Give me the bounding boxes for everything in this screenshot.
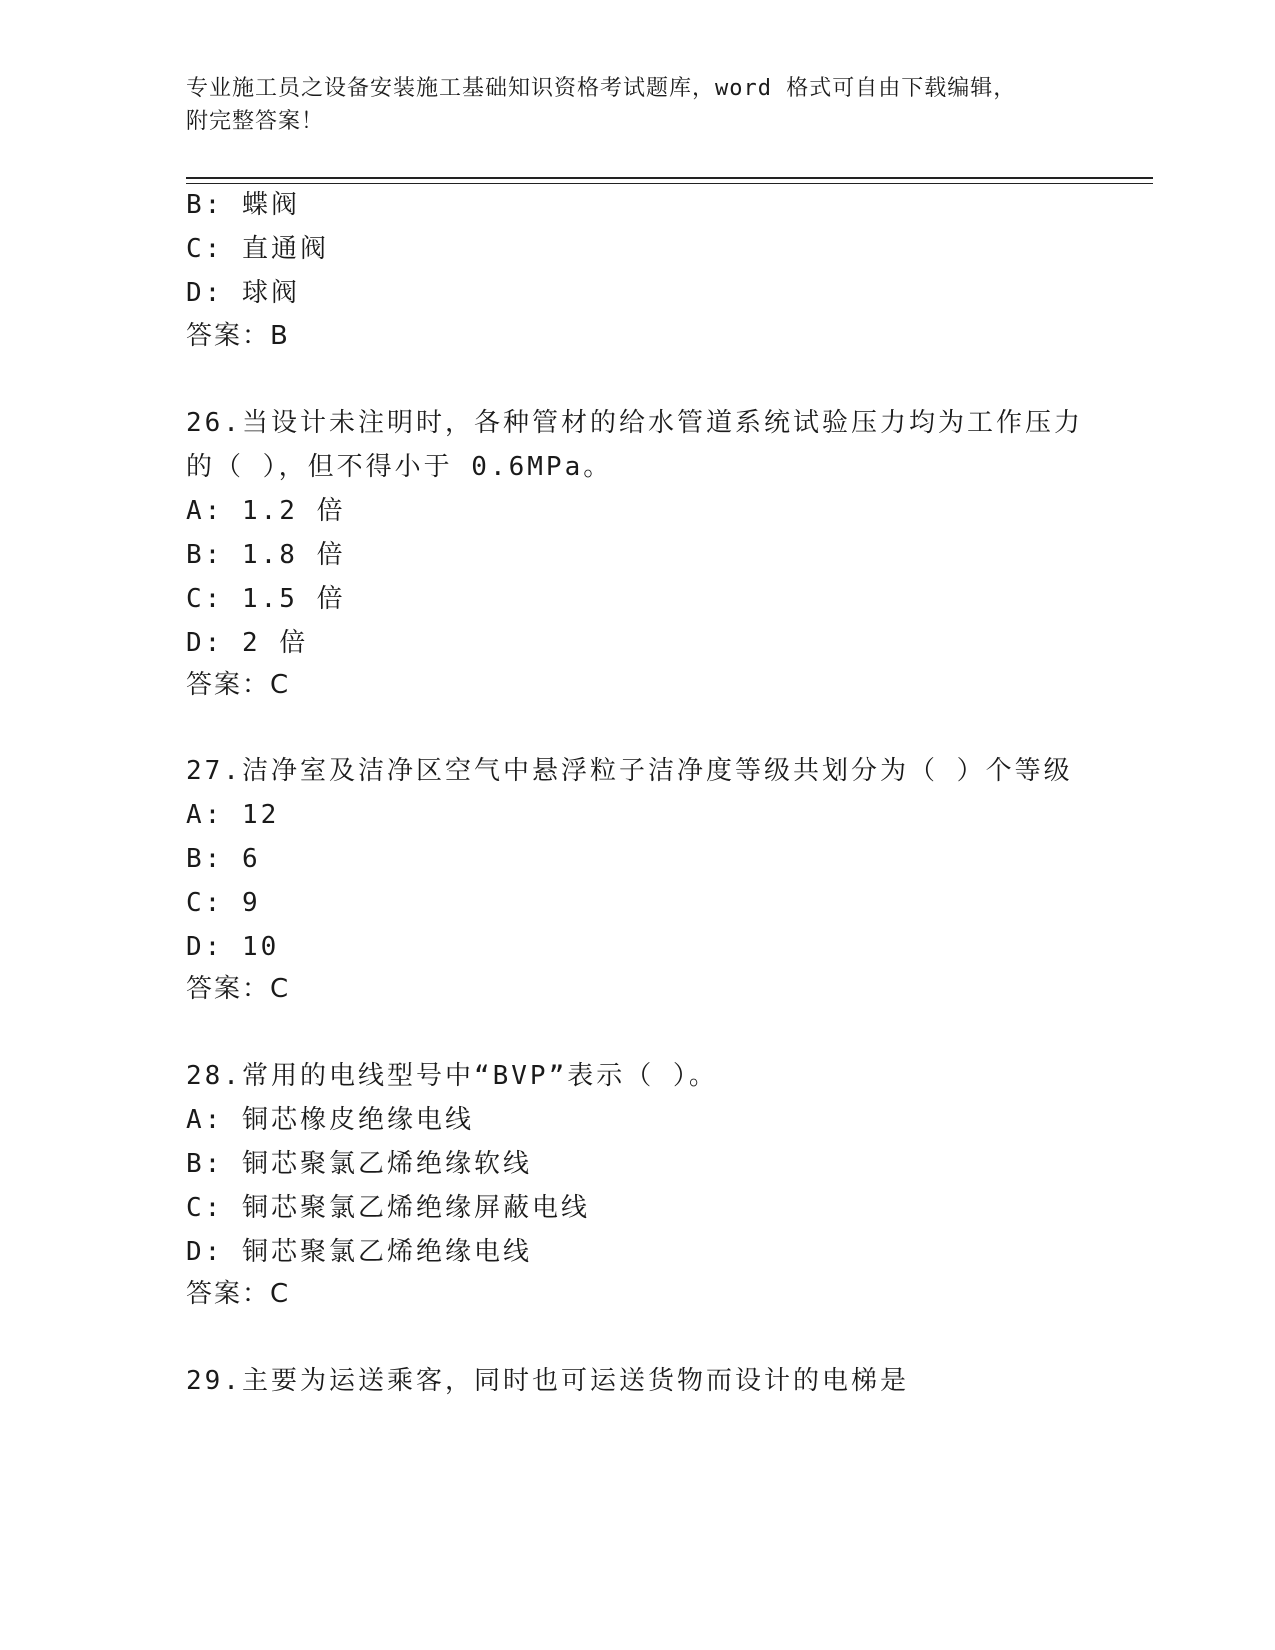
option-b: B: 6 <box>186 844 261 874</box>
header-divider-thin <box>186 183 1153 184</box>
question-stem: 的（ ），但不得小于 0.6MPa。 <box>186 452 613 482</box>
question-stem: 29.主要为运送乘客，同时也可运送货物而设计的电梯是 <box>186 1366 909 1396</box>
question-stem: 28.常用的电线型号中“BVP”表示（ ）。 <box>186 1061 718 1091</box>
question-stem: 26.当设计未注明时，各种管材的给水管道系统试验压力均为工作压力 <box>186 408 1083 438</box>
option-a: A: 12 <box>186 800 280 830</box>
header-line-2: 附完整答案！ <box>186 109 325 134</box>
answer: 答案：C <box>186 974 291 1004</box>
answer: 答案：C <box>186 670 291 700</box>
option-a: A: 1.2 倍 <box>186 496 346 526</box>
option-b: B: 蝶阀 <box>186 190 300 220</box>
answer: 答案：B <box>186 321 290 351</box>
option-b: B: 1.8 倍 <box>186 540 346 570</box>
option-a: A: 铜芯橡皮绝缘电线 <box>186 1105 474 1135</box>
option-d: D: 铜芯聚氯乙烯绝缘电线 <box>186 1237 532 1267</box>
document-header <box>186 72 1086 138</box>
header-line-1: 专业施工员之设备安装施工基础知识资格考试题库，word 格式可自由下载编辑， <box>186 76 1017 101</box>
question-stem: 27.洁净室及洁净区空气中悬浮粒子洁净度等级共划分为（ ）个等级 <box>186 756 1073 786</box>
option-c: C: 铜芯聚氯乙烯绝缘屏蔽电线 <box>186 1193 590 1223</box>
option-c: C: 1.5 倍 <box>186 584 346 614</box>
option-b: B: 铜芯聚氯乙烯绝缘软线 <box>186 1149 532 1179</box>
header-divider <box>186 177 1153 179</box>
answer: 答案：C <box>186 1279 291 1309</box>
option-c: C: 9 <box>186 888 261 918</box>
option-d: D: 2 倍 <box>186 628 309 658</box>
option-d: D: 10 <box>186 932 280 962</box>
option-c: C: 直通阀 <box>186 234 329 264</box>
option-d: D: 球阀 <box>186 278 300 308</box>
